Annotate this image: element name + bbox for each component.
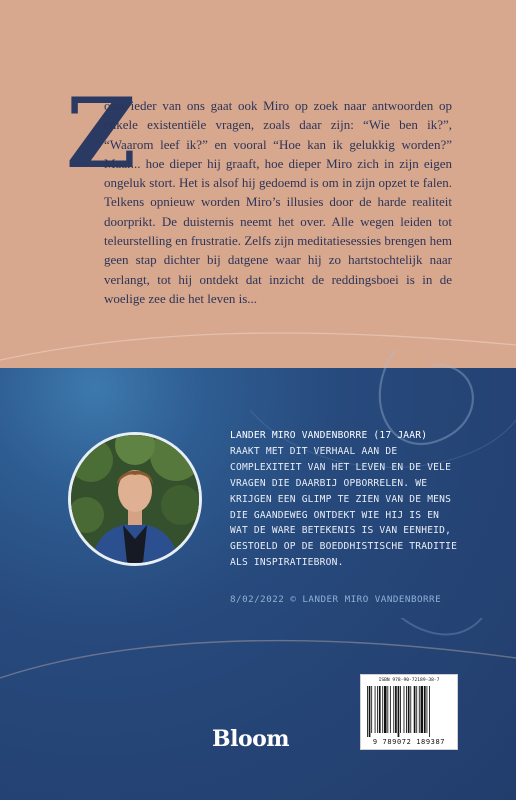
author-bio [230, 428, 462, 571]
drop-cap: Z [66, 77, 137, 190]
barcode-bars [367, 686, 451, 737]
ean-digits: 9 789072 189387 [372, 738, 446, 746]
author-photo [68, 432, 202, 566]
photo-credit: 8/02/2022 © LANDER MIRO VANDENBORRE [230, 594, 442, 605]
author-name: LANDER MIRO VANDENBORRE (17 JAAR) [230, 430, 428, 441]
isbn-label: ISBN 978-90-72189-38-7 [378, 678, 440, 683]
publisher-logo: Bloom [212, 726, 290, 752]
author-bio-text: RAAKT MET DIT VERHAAL AAN DE COMPLEXITEIT VAN HET LEVEN EN DE VELE VRAGEN DIE DAARBIJ OPBORRELEN. WE KRIJGEN EEN GLIMP TE ZIEN VAN DE MENS DIE GAANDEWEG ONTDEKT WIE HIJ IS EN WAT DE WARE BETEKENIS IS VAN EENHEID, GESTOELD OP DE BOEDDHISTISCHE TRADITIE ALS INSPIRATIEBRON. [230, 445, 458, 569]
barcode [360, 674, 458, 750]
blurb-text: oals ieder van ons gaat ook Miro op zoek naar antwoorden op enkele existentiële vragen, zoals daar zijn: “Wie ben ik?”, “Waarom leef ik?” en vooral “Hoe kan ik gelukkig worden?” Maar... hoe dieper hij graaft, hoe dieper Miro zich in zijn eigen ongeluk stort. Het is alsof hij gedoemd is om in zijn opzet te falen. Telkens opnieuw worden Miro’s illusies door de harde realiteit doorprikt. De duisternis neemt het over. Alle wegen leiden tot teleurstelling en frustratie. Zelfs zijn meditatiesessies brengen hem geen stap dichter bij datgene waar hij zo hartstochtelijk naar verlangt, tot hij ontdekt dat inzicht de reddingsboei is in de woelige zee die het leven is... [104, 98, 452, 306]
